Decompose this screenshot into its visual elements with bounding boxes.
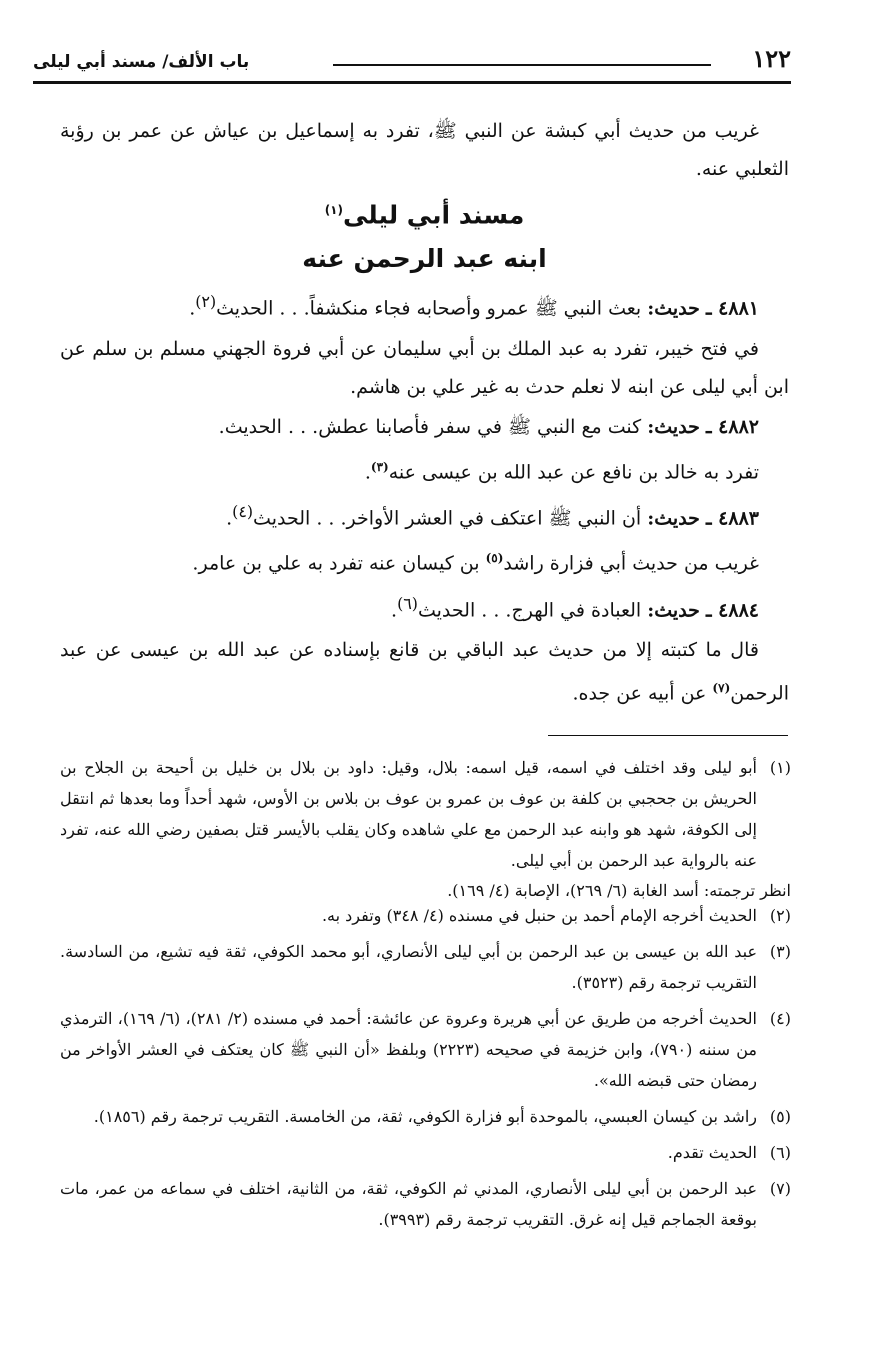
hadith-label: حديث: [647, 507, 700, 530]
footnote-number: (٥) [769, 1107, 791, 1126]
footnote-number: (٧) [769, 1179, 791, 1198]
page-header [33, 40, 791, 80]
footnote-text: الحديث أخرجه الإمام أحمد بن حنبل في مسنده (٤/ ٣٤٨) وتفرد به. [321, 906, 757, 925]
hadith-text: أن النبي ﷺ اعتكف في العشر الأواخر. . . الحديث [253, 507, 648, 530]
footnote-6 [60, 1137, 791, 1168]
footnote-text: الحديث أخرجه من طريق عن أبي هريرة وعروة عن عائشة: أحمد في مسنده (٢/ ٢٨١)، (٦/ ١٦٩)، الترمذي من سننه (٧٩٠)، وابن خزيمة في صحيحه (٢٢٢٣) وبلفظ «أن النبي ﷺ كان يعتكف في العشر الأواخر من رمضان حتى قبضه الله». [60, 1009, 758, 1090]
section-heading-text: مسند أبي ليلى [342, 200, 525, 230]
footnote-7 [60, 1173, 791, 1235]
running-title: باب الألف/ مسند أبي ليلى [33, 52, 250, 72]
hadith-text: كنت مع النبي ﷺ في سفر فأصابنا عطش. . . الحديث. [218, 415, 648, 438]
footnote-text: الحديث تقدم. [667, 1143, 757, 1162]
paragraph-text: تفرد به خالد بن نافع عن عبد الله بن عيسى عنه [388, 460, 759, 483]
hadith-4884 [60, 583, 789, 631]
footnote-1 [60, 752, 791, 876]
hadith-number: ٤٨٨٢ ـ [705, 415, 759, 438]
hadith-end: . [391, 598, 398, 621]
hadith-number: ٤٨٨٣ ـ [705, 507, 759, 530]
hadith-end: . [226, 507, 233, 530]
footnote-1-reference: انظر ترجمته: أسد الغابة (٦/ ٢٦٩)، الإصابة (٤/ ١٦٩). [447, 881, 791, 900]
subsection-heading: ابنه عبد الرحمن عنه [302, 244, 547, 274]
hadith-number: ٤٨٨٤ ـ [705, 598, 759, 621]
footnote-text: أبو ليلى وقد اختلف في اسمه، قيل اسمه: بلال، وقيل: داود بن بلال بن خليل بن أحيحة بن الجلاح بن الحريش بن جحجبي بن كلفة بن عوف بن عمرو بن عوف بن بلاس بن الأوس، شهد أحداً وما بعدها ثم انتقل إلى الكوفة، شهد هو وابنه عبد الرحمن مع علي شاهده وكان يقلب بالأيسر قتل بصفين رضي الله عنه، تفرد عنه بالرواية عبد الرحمن بن أبي ليلى. [60, 758, 758, 870]
header-dash [333, 64, 711, 66]
footnote-number: (١) [769, 758, 791, 777]
footnote-ref-7: (٧) [712, 680, 731, 695]
footnote-text: عبد الله بن عيسى بن عبد الرحمن بن أبي ليلى الأنصاري، أبو محمد الكوفي، ثقة فيه تشيع، من السادسة. التقريب ترجمة رقم (٣٥٢٣). [60, 942, 757, 992]
footnote-separator [548, 735, 788, 736]
hadith-text: العبادة في الهرج. . . الحديث [417, 598, 648, 621]
hadith-label: حديث: [647, 297, 700, 320]
hadith-number: ٤٨٨١ ـ [705, 297, 759, 320]
page-number: ١٢٢ [752, 44, 791, 73]
footnote-ref-4: (٤) [232, 501, 254, 521]
hadith-4883 [60, 491, 789, 539]
hadith-4882 [60, 406, 789, 448]
paragraph-text-before: قال ما كتبته إلا من حديث عبد الباقي بن قانع بإسناده عن عبد الله بن عيسى عن عبد الرحمن [60, 638, 789, 705]
paragraph-text-after: عن أبيه عن جده. [572, 682, 713, 705]
paragraph-text-after: بن كيسان عنه تفرد به علي بن عامر. [192, 552, 486, 575]
hadith-end: . [189, 297, 196, 320]
hadith-label: حديث: [647, 598, 700, 621]
footnote-text: راشد بن كيسان العبسي، بالموحدة أبو فزارة الكوفي، ثقة، من الخامسة. التقريب ترجمة رقم (١٨٥٦). [93, 1107, 757, 1126]
paragraph-4884 [60, 631, 789, 712]
footnote-ref-5: (٥) [485, 551, 504, 566]
paragraph-end: . [364, 460, 371, 483]
paragraph-4882 [60, 448, 789, 491]
footnote-4 [60, 1003, 791, 1096]
footnote-2 [60, 900, 791, 931]
footnote-number: (٦) [769, 1143, 791, 1162]
footnote-5 [60, 1101, 791, 1132]
hadith-4881 [60, 281, 789, 329]
paragraph-4883 [60, 539, 789, 582]
intro-paragraph: غريب من حديث أبي كبشة عن النبي ﷺ، تفرد به إسماعيل بن عياش عن عمر بن رؤبة الثعلبي عنه. [60, 120, 789, 180]
footnote-ref-2: (٢) [195, 292, 217, 312]
section-heading [60, 188, 789, 237]
hadith-label: حديث: [647, 415, 700, 438]
footnote-ref-3: (٣) [370, 459, 389, 474]
paragraph-4881: في فتح خيبر، تفرد به عبد الملك بن أبي سليمان عن أبي فروة الجهني مسلم بن سلم عن ابن أبي ليلى عن ابنه لا نعلم حدث به غير علي بن هاشم. [60, 337, 789, 398]
footnote-3 [60, 936, 791, 998]
footnote-ref-6: (٦) [397, 593, 418, 613]
hadith-text: بعث النبي ﷺ عمرو وأصحابه فجاء منكشفاً. . . الحديث [216, 297, 648, 320]
header-rule [33, 81, 791, 84]
main-text [60, 112, 789, 712]
footnote-text: عبد الرحمن بن أبي ليلى الأنصاري، المدني ثم الكوفي، ثقة، من الثانية، اختلف في سماعه من عمر، مات بوقعة الجماجم قيل إنه غرق. التقريب ترجمة رقم (٣٩٩٣). [60, 1179, 757, 1229]
footnote-number: (٢) [769, 906, 791, 925]
footnote-number: (٤) [769, 1009, 791, 1028]
paragraph-text-before: غريب من حديث أبي فزارة راشد [503, 552, 759, 575]
footnote-number: (٣) [769, 942, 791, 961]
footnotes [60, 752, 791, 1240]
footnote-ref-1: (١) [324, 203, 343, 217]
